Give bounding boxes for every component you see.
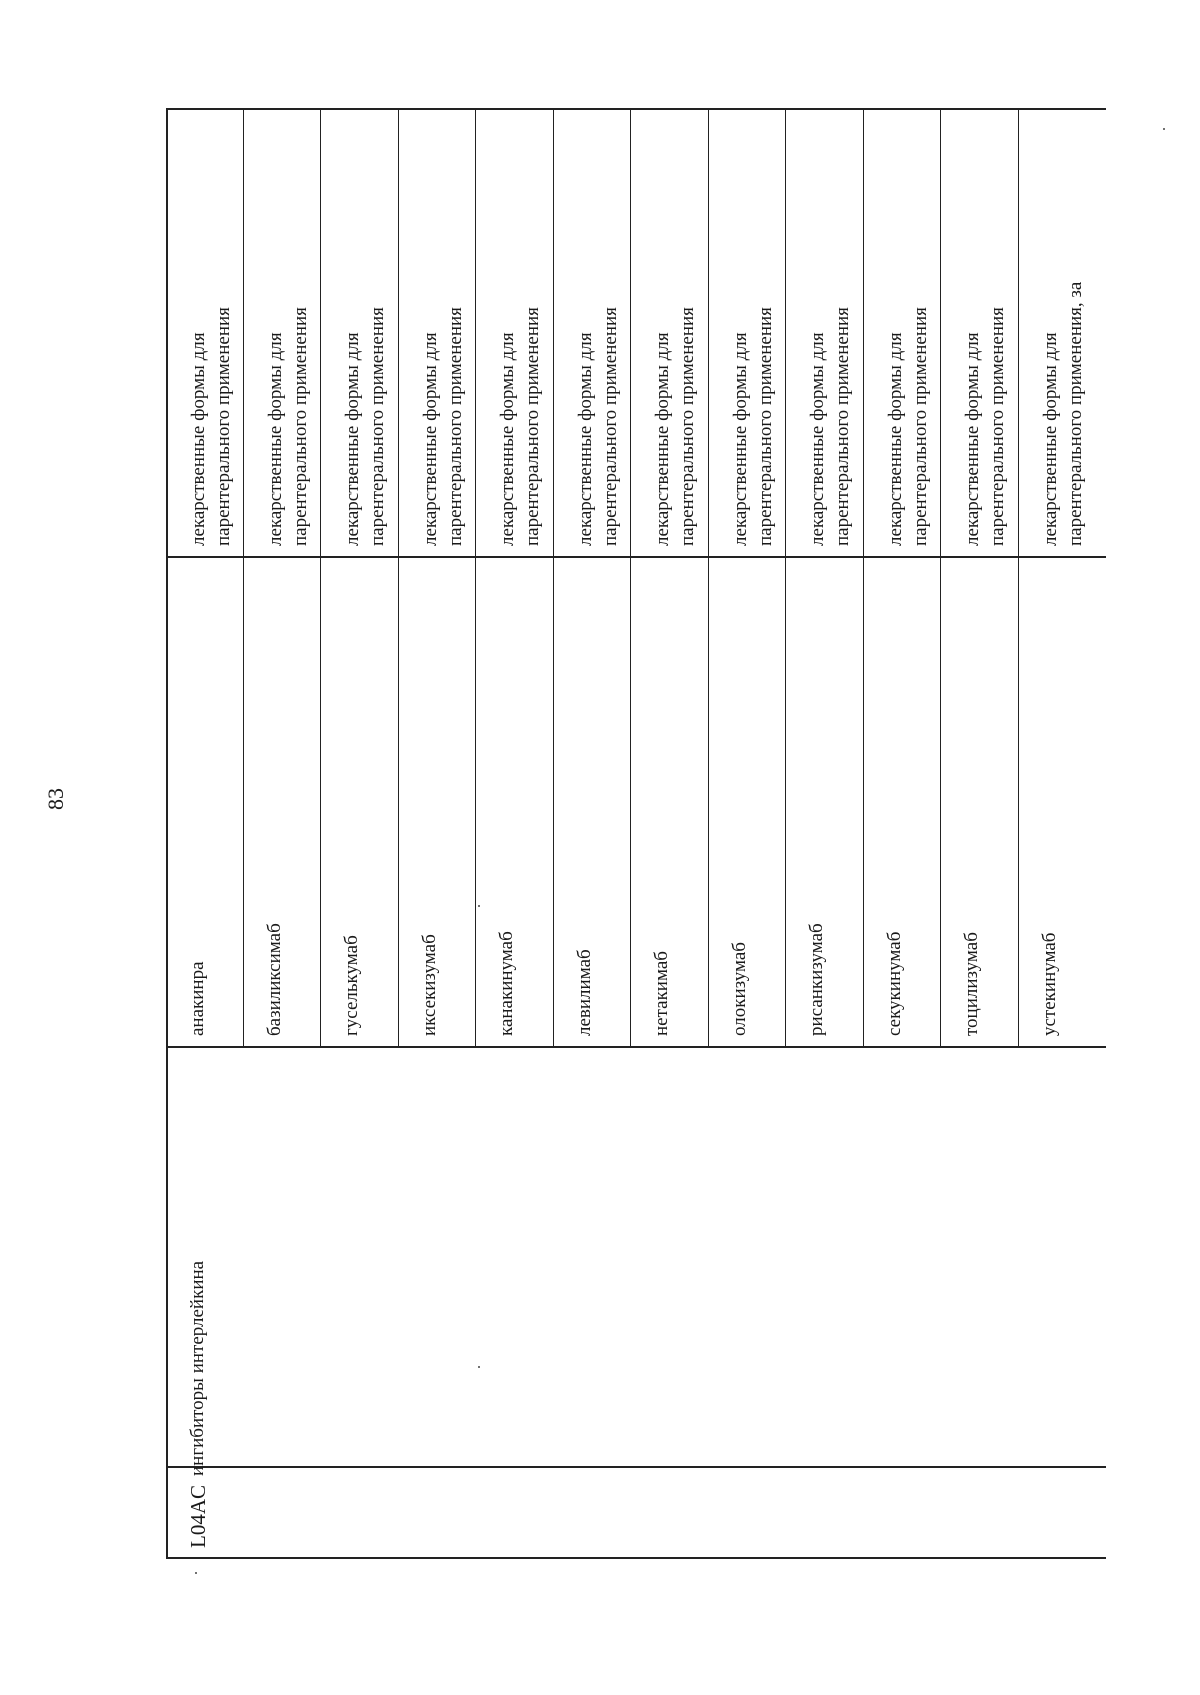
dosage-form-line: лекарственные формы для bbox=[962, 332, 983, 546]
row-separator bbox=[785, 108, 786, 1046]
row-separator bbox=[863, 108, 864, 1046]
row-separator bbox=[708, 108, 709, 1046]
dosage-form bbox=[650, 307, 700, 546]
dosage-form bbox=[186, 307, 236, 546]
page-number: 83 bbox=[43, 788, 68, 810]
scan-speck bbox=[195, 1572, 197, 1574]
dosage-form-line: парентерального применения bbox=[600, 307, 621, 546]
drug-name: гуселькумаб bbox=[341, 935, 362, 1036]
dosage-form-line: лекарственные формы для bbox=[807, 332, 828, 546]
dosage-form-line: парентерального применения bbox=[445, 307, 466, 546]
drug-name: канакинумаб bbox=[496, 931, 517, 1036]
drug-name: иксекизумаб bbox=[419, 934, 440, 1036]
dosage-form bbox=[728, 307, 778, 546]
dosage-form bbox=[495, 307, 545, 546]
scan-speck bbox=[478, 1366, 480, 1368]
group-column-divider bbox=[166, 1046, 1106, 1048]
dosage-form-line: парентерального применения bbox=[755, 307, 776, 546]
dosage-form-line: лекарственные формы для bbox=[885, 332, 906, 546]
scan-speck bbox=[478, 905, 480, 907]
drug-name: тоцилизумаб bbox=[961, 932, 982, 1036]
table-top-border bbox=[166, 108, 168, 1558]
dosage-form-line: лекарственные формы для bbox=[265, 332, 286, 546]
dosage-form-line: парентерального применения bbox=[213, 307, 234, 546]
dosage-form-line: лекарственные формы для bbox=[1040, 332, 1061, 546]
drug-name: олокизумаб bbox=[729, 942, 750, 1036]
table-right-border bbox=[166, 108, 1106, 110]
table-left-border bbox=[166, 1557, 1106, 1559]
drug-name: рисанкизумаб bbox=[806, 923, 827, 1036]
dosage-form-line: парентерального применения bbox=[522, 307, 543, 546]
row-separator bbox=[1018, 108, 1019, 1046]
drug-name: устекинумаб bbox=[1039, 932, 1060, 1036]
dosage-form bbox=[960, 307, 1010, 546]
dosage-form bbox=[1038, 282, 1088, 546]
group-name: ингибиторы интерлейкина bbox=[187, 1260, 208, 1476]
drug-column-divider bbox=[166, 556, 1106, 558]
dosage-form bbox=[883, 307, 933, 546]
dosage-form-line: лекарственные формы для bbox=[730, 332, 751, 546]
row-separator bbox=[475, 108, 476, 1046]
dosage-form-line: парентерального применения, за bbox=[1065, 281, 1086, 546]
dosage-form-line: парентерального применения bbox=[367, 307, 388, 546]
row-separator bbox=[553, 108, 554, 1046]
dosage-form-line: лекарственные формы для bbox=[188, 332, 209, 546]
dosage-form-line: лекарственные формы для bbox=[652, 332, 673, 546]
row-separator bbox=[320, 108, 321, 1046]
dosage-form bbox=[573, 307, 623, 546]
dosage-form bbox=[263, 307, 313, 546]
dosage-form bbox=[418, 307, 468, 546]
dosage-form bbox=[340, 307, 390, 546]
dosage-form bbox=[805, 307, 855, 546]
drug-name: нетакимаб bbox=[651, 951, 672, 1036]
drug-name: базиликсимаб bbox=[264, 923, 285, 1036]
scan-speck bbox=[1163, 128, 1165, 130]
dosage-form-line: парентерального применения bbox=[290, 307, 311, 546]
group-code: L04AC bbox=[186, 1485, 210, 1548]
dosage-form-line: лекарственные формы для bbox=[575, 332, 596, 546]
dosage-form-line: парентерального применения bbox=[832, 307, 853, 546]
dosage-form-line: лекарственные формы для bbox=[497, 332, 518, 546]
dosage-form-line: парентерального применения bbox=[987, 307, 1008, 546]
dosage-form-line: лекарственные формы для bbox=[342, 332, 363, 546]
dosage-form-line: парентерального применения bbox=[677, 307, 698, 546]
row-separator bbox=[940, 108, 941, 1046]
code-column-divider bbox=[166, 1466, 1106, 1468]
drug-name: секукинумаб bbox=[884, 931, 905, 1036]
drug-name: левилимаб bbox=[574, 949, 595, 1036]
drug-name: анакинра bbox=[187, 961, 208, 1036]
dosage-form-line: лекарственные формы для bbox=[420, 332, 441, 546]
row-separator bbox=[398, 108, 399, 1046]
row-separator bbox=[243, 108, 244, 1046]
dosage-form-line: парентерального применения bbox=[910, 307, 931, 546]
row-separator bbox=[630, 108, 631, 1046]
